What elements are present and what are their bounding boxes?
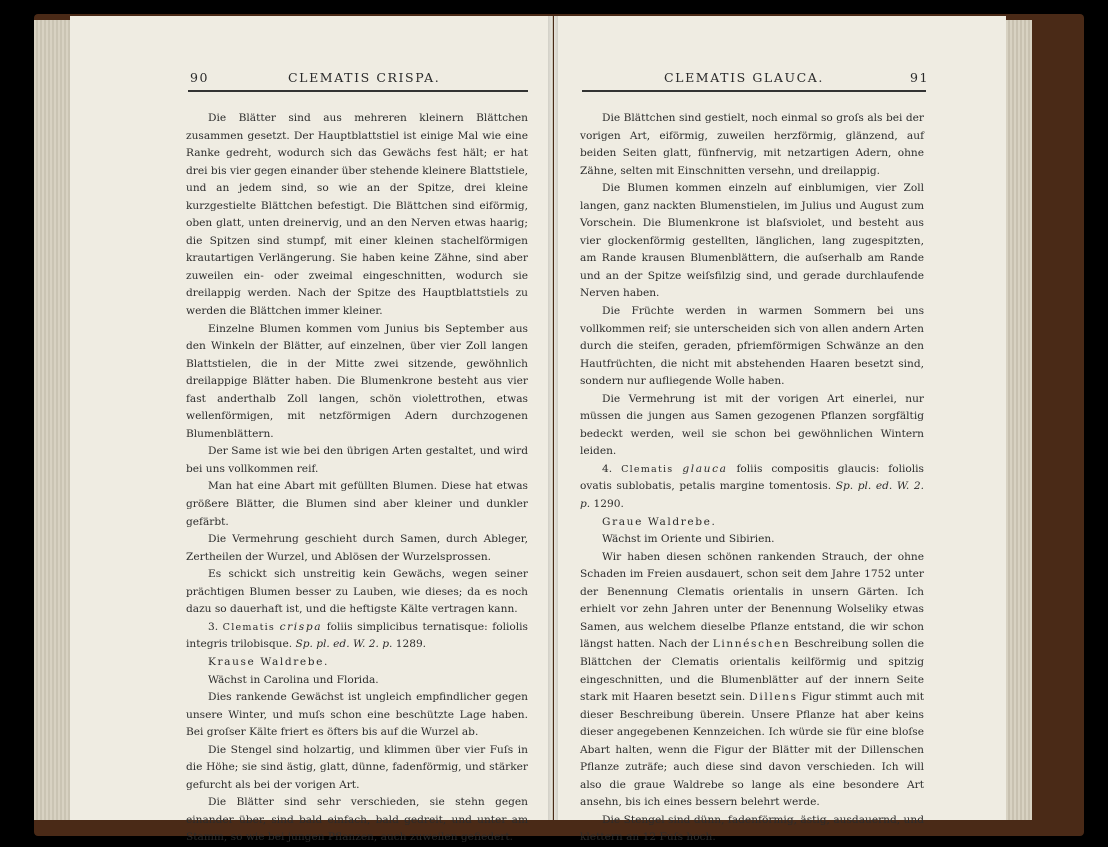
text-run: Figur stimmt auch mit dieser Beschreibung überein. Unsere Pflanze hat aber keins dieser angegebenen Kennzeichen. Ich würde sie für eine bloſse Abart halten, wenn die Figur der Blätter mit der Dillenschen Pflanze zuträfe; auch diese sind davon verschieden. Ich will also die graue Waldrebe so lange als eine besondere Art ansehn, bis ich eines bessern belehrt werde. [580, 691, 924, 809]
species-genus: Clematis [621, 463, 674, 475]
left-running-head: CLEMATIS CRISPA. [288, 70, 441, 85]
paragraph: Dies rankende Gewächst ist ungleich empfindlicher gegen unsere Winter, und muſs schon eine beschützte Lage haben. Bei groſser Kälte friert es öfters bis auf die Wurzel ab. [186, 691, 528, 739]
paragraph: Die Vermehrung geschieht durch Samen, durch Ableger, Zertheilen der Wurzel, und Ablösen der Wurzelsprossen. [186, 533, 528, 563]
left-page [70, 16, 553, 844]
paragraph [580, 549, 924, 812]
species-entry [186, 619, 528, 654]
common-name: Krause Waldrebe. [208, 655, 329, 668]
paragraph: Die Blätter sind aus mehreren kleinern Blättchen zusammen gesetzt. Der Hauptblattstiel ist einige Mal wie eine Ranke gedreht, wodurch sich das Gewächs fest hält; er hat drei bis vier gegen einander über stehende kleinere Blattstiele, und an jedem sind, so wie an der Spitze, drei kleine kurzgestielte Blättchen befestigt. Die Blättchen sind eiförmig, oben glatt, unten dreinervig, und an den Nerven etwas haarig; die Spitzen sind stumpf, mit einer kleinen stachelförmigen krautartigen Verlängerung. Sie haben keine Zähne, sind aber zuweilen ein- oder zweimal eingeschnitten, wodurch sie dreilappig werden. Nach der Spitze des Hauptblattstiels zu werden die Blättchen immer kleiner. [186, 112, 528, 318]
paragraph: Die Früchte werden in warmen Sommern bei uns vollkommen reif; sie unterscheiden sich von allen andern Arten durch die steifen, geraden, pfriemförmigen Schwänze an den Hautfrüchten, die nicht mit abstehenden Haaren besetzt sind, sondern nur aufliegende Wolle haben. [580, 305, 924, 388]
right-page-number: 91 [910, 70, 930, 85]
spine-shadow [548, 16, 558, 820]
species-number: 3. [208, 620, 219, 633]
paragraph: Die Stengel sind dünn, fadenförmig, ästig, ausdauernd, und klettern an 12 Fuſs hoch. [580, 813, 924, 844]
paragraph: Die Vermehrung ist mit der vorigen Art einerlei, nur müssen die jungen aus Samen gezogenen Pflanzen sorgfältig bedeckt werden, weil sie schon bei gewöhnlichen Wintern leiden. [580, 392, 924, 458]
paragraph: Die Blumen kommen einzeln auf einblumigen, vier Zoll langen, ganz nackten Blumenstielen, im Julius und August zum Vorschein. Die Blumenkrone ist blaſsviolet, und besteht aus vier glockenförmig gestellten, länglichen, lang zugespitzten, am Rande krausen Blumenblättern, die auſserhalb am Rande und an der Spitze weiſsfilzig sind, und gerade durchlaufende Nerven haben. [580, 182, 924, 300]
paragraph: Die Blättchen sind gestielt, noch einmal so groſs als bei der vorigen Art, eiförmig, zuweilen herzförmig, glänzend, auf beiden Seiten glatt, fünfnervig, mit netzartigen Adern, ohne Zähne, selten mit Einschnitten versehn, und dreilappig. [580, 112, 924, 177]
habitat: Wächst in Carolina und Florida. [208, 673, 379, 686]
right-header-rule [582, 90, 926, 92]
species-number: 4. [602, 462, 613, 475]
text-run: Wir haben diesen schönen rankenden Strauch, der ohne Schaden im Freien ausdauert, schon seit dem Jahre 1752 unter der Benennung Clematis orientalis in unsern Gärten. Ich erhielt vor zehn Jahren unter der Benennung Wolseliky etwas Samen, aus welchem dieselbe Pflanze entstand, die wir schon längst hatten. Nach der [580, 550, 924, 651]
paragraph: Die Stengel sind holzartig, und klimmen über vier Fuſs in die Höhe; sie sind ästig, glatt, dünne, fadenförmig, und stärker gefurcht als bei der vorigen Art. [186, 743, 528, 791]
author-name: Dillens [749, 691, 798, 704]
text-run: Beschreibung sollen die Blättchen der Clematis orientalis keilförmig und spitzig eingeschnitten, und die Blumenblätter auf der innern Seite stark mit Haaren besetzt sein. [580, 638, 924, 704]
species-entry [580, 461, 924, 514]
species-diagnosis: foliis simplicibus ternatisque: foliolis integris trilobisque. [186, 620, 528, 651]
species-reference-page: 1289. [395, 638, 427, 651]
species-diagnosis: foliis compositis glaucis: foliolis ovatis sublobatis, petalis margine tomentosis. [580, 462, 924, 493]
paragraph: Man hat eine Abart mit gefüllten Blumen. Diese hat etwas größere Blätter, die Blumen sind aber kleiner und dunkler gefärbt. [186, 480, 528, 528]
page-edges-left [34, 20, 70, 820]
left-page-number: 90 [190, 70, 210, 85]
right-page [554, 16, 1006, 844]
species-epithet: glauca [682, 462, 728, 475]
species-reference: Sp. pl. ed. W. 2. p. [295, 638, 393, 651]
paragraph: Es schickt sich unstreitig kein Gewächs, wegen seiner prächtigen Blumen besser zu Lauben, wie dieses; da es noch dazu so dauerhaft ist, und die heftigste Kälte vertragen kann. [186, 568, 528, 616]
species-reference: Sp. pl. ed. W. 2. p. [580, 480, 924, 511]
species-epithet: crispa [279, 620, 323, 633]
paragraph: Einzelne Blumen kommen vom Junius bis September aus den Winkeln der Blätter, auf einzelnen, über vier Zoll langen Blattstielen, die in der Mitte zwei sitzende, gewöhnlich dreilappige Blätter haben. Die Blumenkrone besteht aus vier fast anderthalb Zoll langen, schön violettrothen, etwas wellenförmigen, mit netzförmigen Adern durchzogenen Blumenblättern. [186, 322, 528, 440]
left-body [186, 110, 528, 847]
page-edges-right [1006, 20, 1032, 820]
right-body [580, 110, 924, 847]
author-name: Linnéschen [712, 638, 791, 651]
species-genus: Clematis [222, 621, 276, 633]
right-running-head: CLEMATIS GLAUCA. [664, 70, 824, 85]
habitat: Wächst im Oriente und Sibirien. [602, 533, 775, 546]
left-header-rule [188, 90, 528, 92]
species-reference-page: 1290. [593, 498, 624, 511]
paragraph: Der Same ist wie bei den übrigen Arten gestaltet, und wird bei uns vollkommen reif. [186, 445, 528, 475]
common-name: Graue Waldrebe. [602, 515, 717, 528]
paragraph: Die Blätter sind sehr verschieden, sie stehn gegen einander über, sind bald einfach, bald gedreit, und unter am Stamm, so wie bei jungen Pflanzen, auch zuweilen gefiedert. [186, 796, 528, 844]
